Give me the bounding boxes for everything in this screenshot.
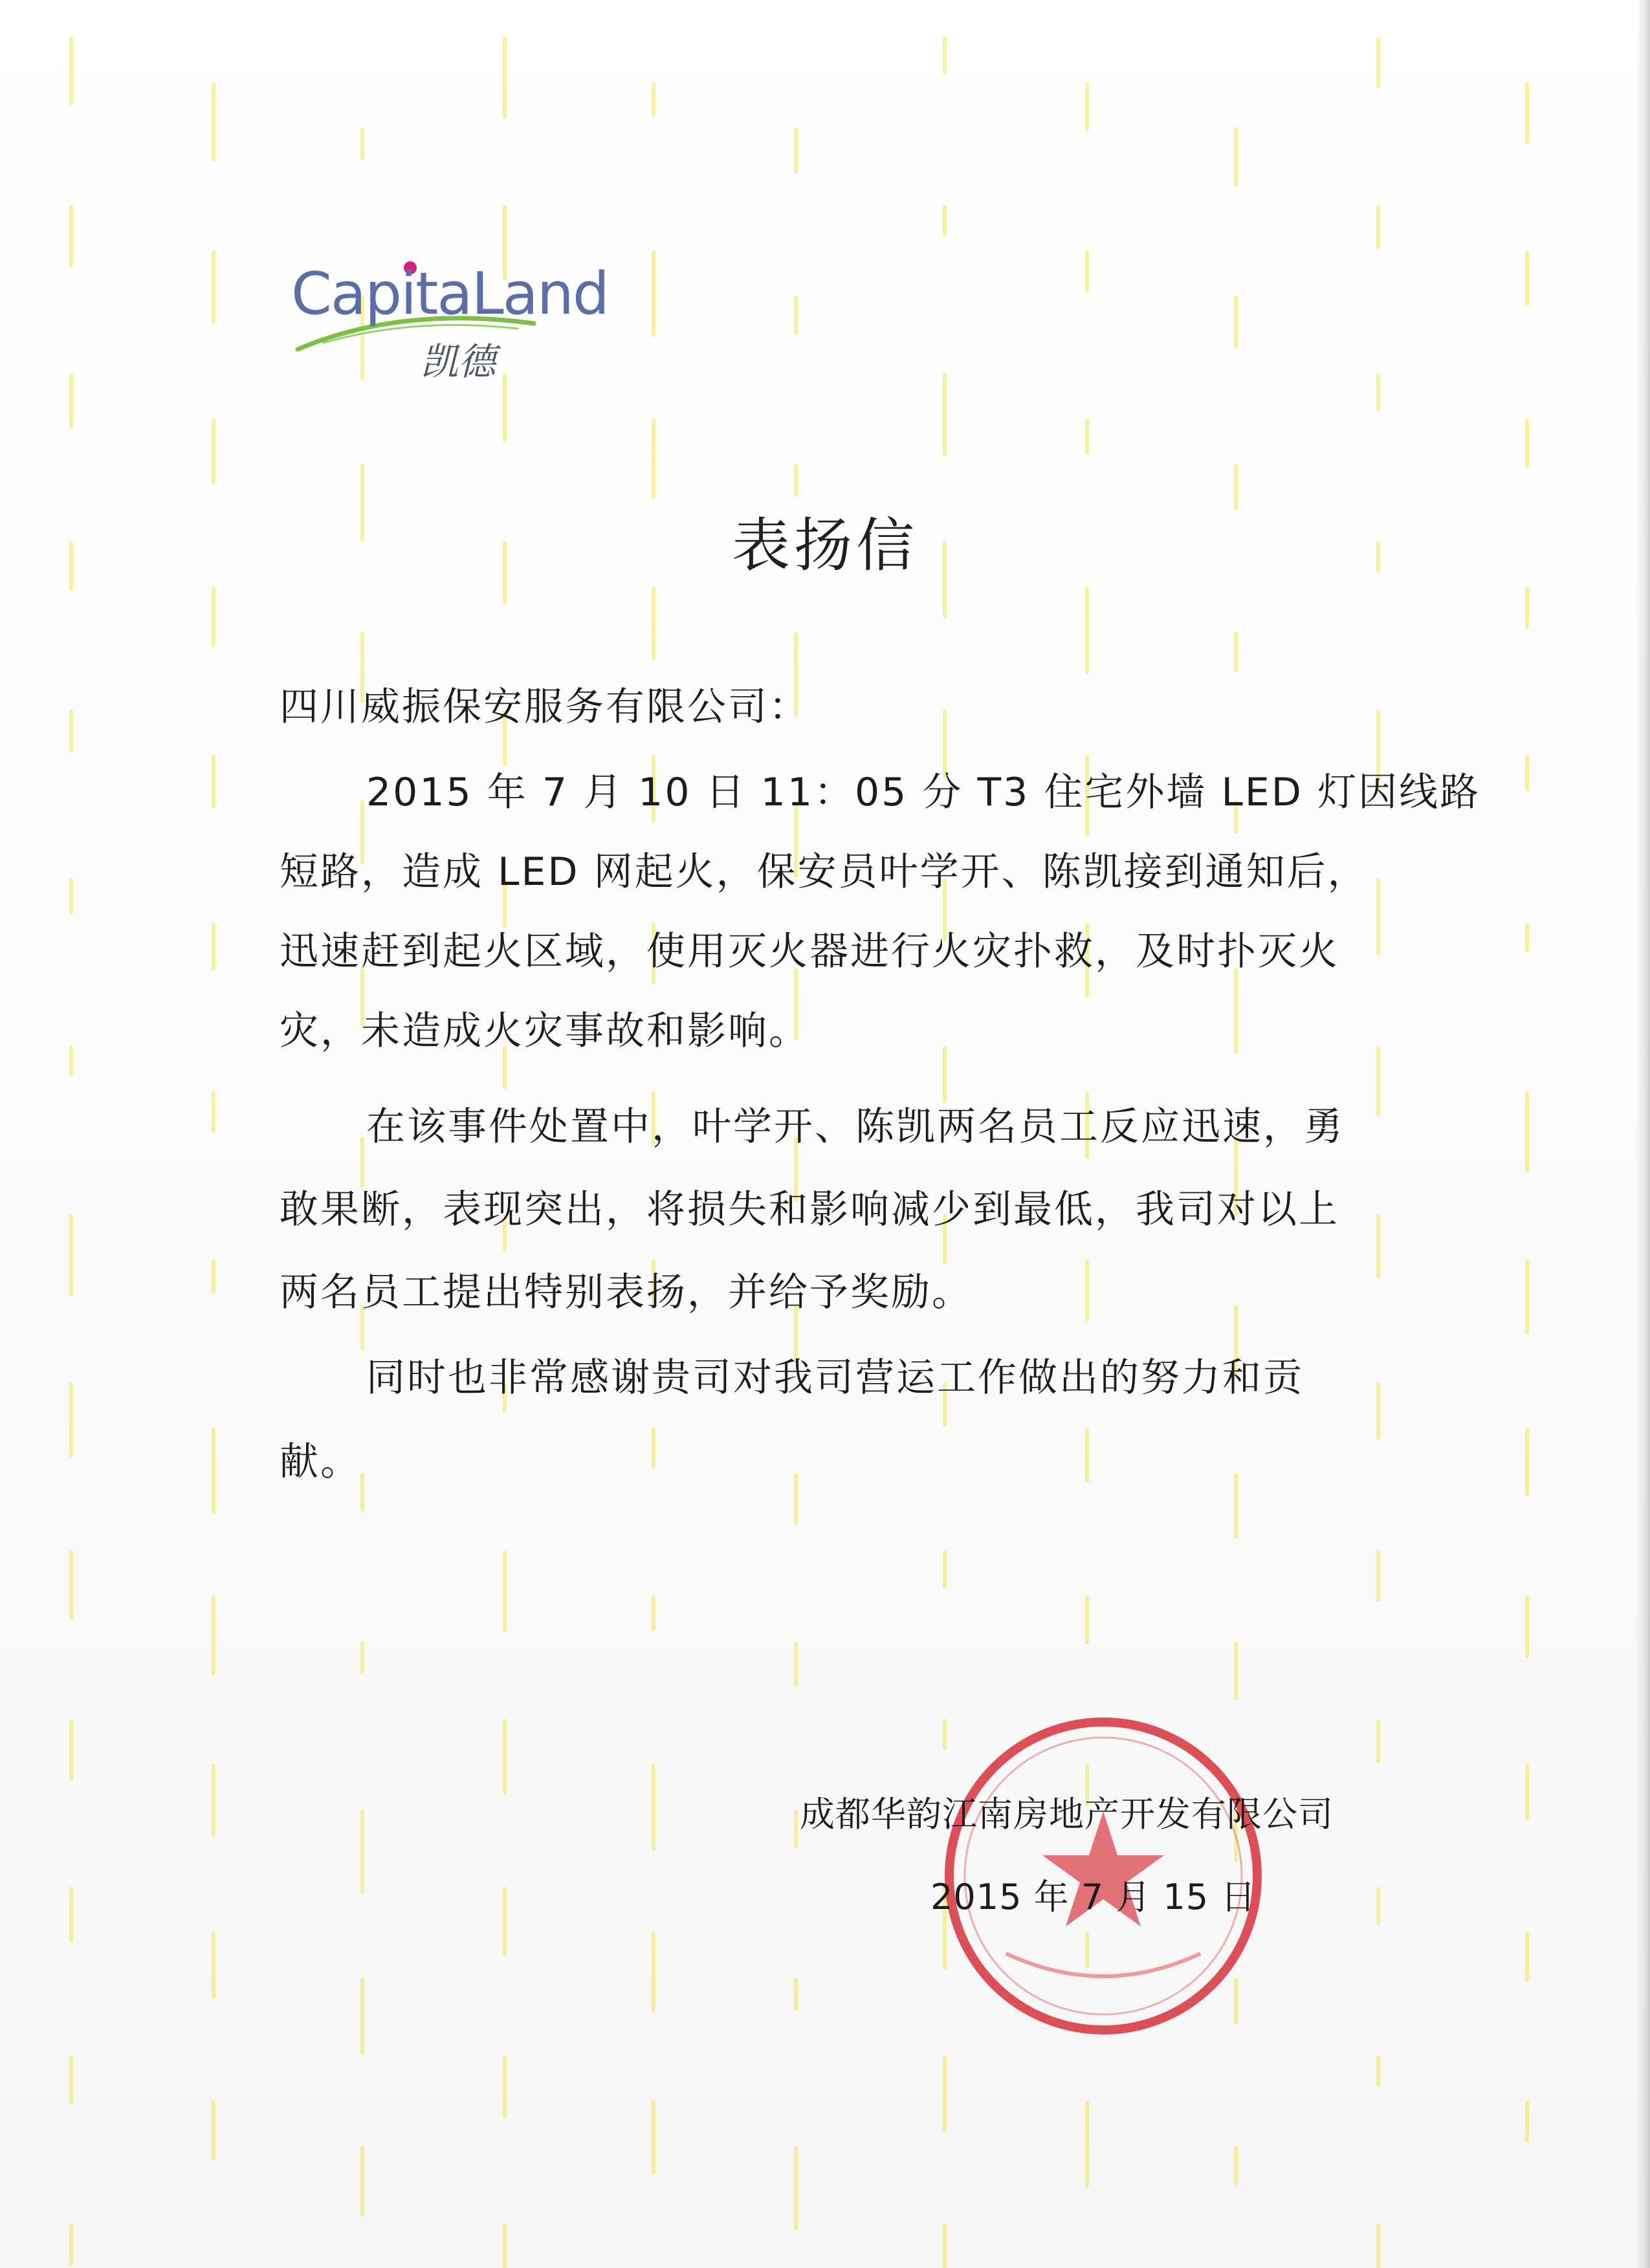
paragraph-line: 灾，未造成火灾事故和影响。 [280, 1009, 809, 1054]
paragraph-line: 同时也非常感谢贵司对我司营运工作做出的努力和贡 [366, 1355, 1304, 1401]
paragraph-line: 敢果断，表现突出，将损失和影响减少到最低，我司对以上 [280, 1187, 1339, 1232]
letter-title: 表扬信 [732, 512, 918, 580]
letter-salutation: 四川威振保安服务有限公司： [280, 684, 809, 730]
paragraph-line: 2015 年 7 月 10 日 11：05 分 T3 住宅外墙 LED 灯因线路 [366, 770, 1481, 815]
logo-wordmark: CapitaLand [291, 260, 609, 328]
paragraph-line: 献。 [280, 1439, 361, 1485]
letter-date: 2015 年 7 月 15 日 [930, 1877, 1257, 1917]
paragraph-line: 短路，造成 LED 网起火，保安员叶学开、陈凯接到通知后， [280, 849, 1369, 895]
capitaland-logo [285, 246, 609, 388]
paragraph-line: 迅速赶到起火区域，使用灭火器进行火灾扑救，及时扑灭火 [280, 929, 1339, 974]
sender-company: 成都华韵江南房地产开发有限公司 [800, 1794, 1334, 1835]
paragraph-line: 两名员工提出特别表扬，并给予奖励。 [280, 1270, 973, 1315]
scan-edge-shadow [1636, 0, 1650, 2268]
paragraph-line: 在该事件处置中，叶学开、陈凯两名员工反应迅速，勇 [366, 1104, 1345, 1150]
logo-chinese-name: 凯德 [421, 340, 496, 384]
